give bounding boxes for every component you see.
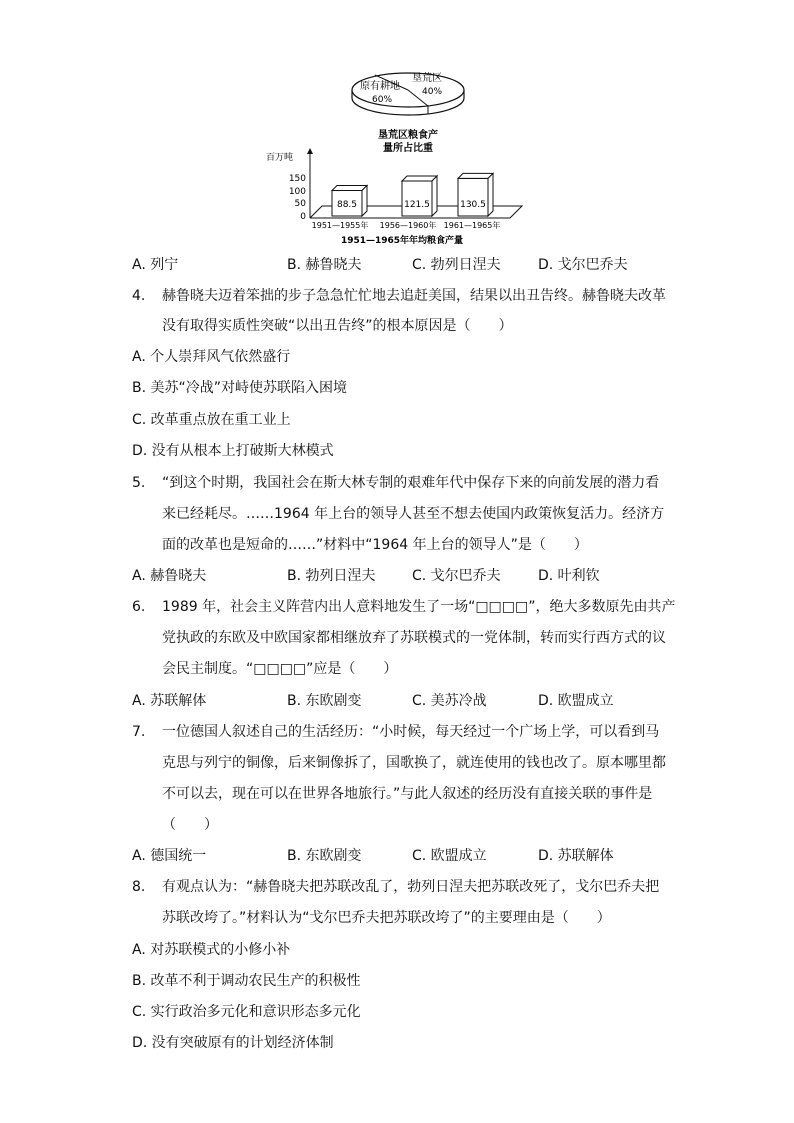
ytick-1: 100 <box>288 187 306 197</box>
q5-option-d[interactable]: D. 叶利钦 <box>538 568 600 584</box>
pie-label-0: 原有耕地 <box>360 81 400 92</box>
q3-option-d[interactable]: D. 戈尔巴乔夫 <box>538 257 628 273</box>
pie-pct-1: 40% <box>422 87 443 97</box>
ytick-0: 150 <box>288 174 306 184</box>
q8-option-c[interactable]: C. 实行政治多元化和意识形态多元化 <box>132 1004 361 1020</box>
q4-option-d[interactable]: D. 没有从根本上打破斯大林模式 <box>132 443 334 459</box>
q5-line-3: 面的改革也是短命的……”材料中“1964 年上台的领导人”是（ ） <box>162 537 588 553</box>
q7-option-a[interactable]: A. 德国统一 <box>132 848 207 864</box>
q5-number: 5. <box>132 475 146 491</box>
bar-chart <box>266 148 522 246</box>
q5-line-1: “到这个时期，我国社会在斯大林专制的艰难年代中保存下来的向前发展的潜力看 <box>162 475 660 491</box>
q3-option-a[interactable]: A. 列宁 <box>132 257 179 273</box>
q5-option-b[interactable]: B. 勃列日涅夫 <box>287 568 376 584</box>
bar-value-label-2: 130.5 <box>460 200 486 210</box>
bar-unit-label: 百万吨 <box>266 153 294 163</box>
figure-svg <box>260 58 530 253</box>
bar-category-label-0: 1951—1955年 <box>311 221 369 230</box>
bar-side-0 <box>362 186 367 216</box>
q6-number: 6. <box>132 599 146 615</box>
bar-caption: 1951—1965年年均粮食产量 <box>340 236 464 246</box>
bar-top-1 <box>402 176 437 181</box>
bar-2 <box>458 178 488 216</box>
q6-option-a[interactable]: A. 苏联解体 <box>132 693 207 709</box>
q8-option-a[interactable]: A. 对苏联模式的小修小补 <box>132 942 291 958</box>
bar-value-label-1: 121.5 <box>404 200 430 210</box>
q4-line-2: 没有取得实质性突破“以出丑告终”的根本原因是（ ） <box>162 318 513 334</box>
q7-line-3: 不可以去，现在可以在世界各地旅行。”与此人叙述的经历没有直接关联的事件是 <box>162 786 653 802</box>
ytick-3: 0 <box>300 212 306 222</box>
q7-option-c[interactable]: C. 欧盟成立 <box>412 848 487 864</box>
bar-top-0 <box>332 186 367 191</box>
ytick-2: 50 <box>294 199 306 209</box>
q8-option-d[interactable]: D. 没有突破原有的计划经济体制 <box>132 1035 334 1051</box>
q7-line-1: 一位德国人叙述自己的生活经历：“小时候，每天经过一个广场上学，可以看到马 <box>162 724 660 740</box>
q6-option-d[interactable]: D. 欧盟成立 <box>538 693 614 709</box>
q4-option-c[interactable]: C. 改革重点放在重工业上 <box>132 412 291 428</box>
q8-line-2: 苏联改垮了。”材料认为“戈尔巴乔夫把苏联改垮了”的主要理由是（ ） <box>162 910 611 926</box>
bar-side-1 <box>432 176 437 216</box>
q8-number: 8. <box>132 879 146 895</box>
pie-caption-1: 垦荒区粮食产 <box>378 130 438 141</box>
q8-option-b[interactable]: B. 改革不利于调动农民生产的积极性 <box>132 973 361 989</box>
q6-option-b[interactable]: B. 东欧剧变 <box>287 693 362 709</box>
q5-option-a[interactable]: A. 赫鲁晓夫 <box>132 568 207 584</box>
bar-category-label-2: 1961—1965年 <box>443 221 501 230</box>
figure <box>260 58 530 253</box>
q3-option-c[interactable]: C. 勃列日涅夫 <box>412 257 501 273</box>
q7-line-4: （ ） <box>162 817 218 833</box>
q6-line-3: 会民主制度。“□□□□”应是（ ） <box>162 661 398 677</box>
q7-option-b[interactable]: B. 东欧剧变 <box>287 848 362 864</box>
q6-option-c[interactable]: C. 美苏冷战 <box>412 693 487 709</box>
q7-number: 7. <box>132 724 146 740</box>
q5-line-2: 来已经耗尽。……1964 年上台的领导人甚至不想去使国内政策恢复活力。经济方 <box>162 506 665 522</box>
q4-option-b[interactable]: B. 美苏“冷战”对峙使苏联陷入困境 <box>132 380 348 396</box>
bar-category-label-1: 1956—1960年 <box>379 221 437 230</box>
pie-caption-2: 量所占比重 <box>383 143 433 154</box>
bar-side-2 <box>488 173 493 216</box>
bar-value-label-0: 88.5 <box>336 200 358 210</box>
q3-option-b[interactable]: B. 赫鲁晓夫 <box>287 257 362 273</box>
q7-line-2: 克思与列宁的铜像，后来铜像拆了，国歌换了，就连使用的钱也改了。原本哪里都 <box>162 755 666 771</box>
q4-option-a[interactable]: A. 个人崇拜风气依然盛行 <box>132 349 291 365</box>
pie-chart <box>352 71 464 115</box>
pie-label-1: 垦荒区 <box>412 73 442 84</box>
q4-number: 4. <box>132 288 146 304</box>
pie-pct-0: 60% <box>372 95 393 105</box>
q4-line-1: 赫鲁晓夫迈着笨拙的步子急急忙忙地去追赶美国，结果以出丑告终。赫鲁晓夫改革 <box>162 288 666 304</box>
bar-1 <box>402 181 432 216</box>
q5-option-c[interactable]: C. 戈尔巴乔夫 <box>412 568 501 584</box>
q6-line-2: 党执政的东欧及中欧国家都相继放弃了苏联模式的一党体制，转而实行西方式的议 <box>162 630 666 646</box>
q7-option-d[interactable]: D. 苏联解体 <box>538 848 614 864</box>
q6-line-1: 1989 年，社会主义阵营内出人意料地发生了一场“□□□□”，绝大多数原先由共产 <box>162 599 676 615</box>
q8-line-1: 有观点认为：“赫鲁晓夫把苏联改乱了，勃列日涅夫把苏联改死了，戈尔巴乔夫把 <box>162 879 660 895</box>
bar-top-2 <box>458 173 493 178</box>
